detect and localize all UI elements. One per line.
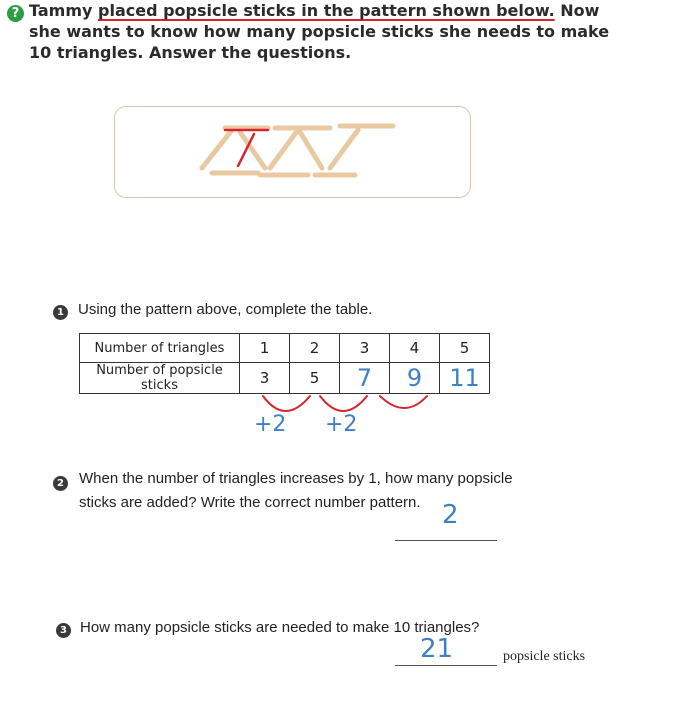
handwritten-answer: 9 — [406, 364, 423, 392]
problem-text-rest: Now she wants to know how many popsicle sticks she needs to make 10 triangles. Answer the questions. — [29, 1, 610, 62]
handwritten-answer: 7 — [356, 364, 373, 392]
table-cell[interactable] — [390, 363, 440, 394]
table-cell: 5 — [290, 363, 340, 394]
problem-text-lead: Tammy — [29, 1, 98, 20]
question-3-answer-line — [395, 665, 497, 666]
table-cell: 3 — [340, 334, 390, 363]
red-arc — [263, 396, 310, 411]
table-cell: 2 — [290, 334, 340, 363]
question-1-number: 1 — [53, 305, 68, 320]
row-label-triangles: Number of triangles — [80, 334, 240, 363]
pattern-table — [79, 333, 490, 394]
question-2-number: 2 — [53, 476, 68, 491]
difference-annotation: +2 — [254, 412, 287, 437]
stick — [202, 130, 232, 168]
table-cell: 4 — [390, 334, 440, 363]
table-cell: 3 — [240, 363, 290, 394]
red-arc — [380, 396, 427, 408]
problem-text-underlined: placed popsicle sticks in the pattern shown below. — [98, 1, 555, 20]
stick — [300, 132, 322, 168]
question-3-answer[interactable]: 21 — [420, 634, 454, 664]
question-1-text: Using the pattern above, complete the table. — [78, 301, 373, 318]
question-3-text: How many popsicle sticks are needed to make 10 triangles? — [80, 619, 480, 636]
table-cell: 1 — [240, 334, 290, 363]
stick — [330, 130, 358, 168]
table-cell[interactable] — [440, 363, 490, 394]
red-arc — [320, 396, 367, 411]
popsicle-stick-pattern — [180, 118, 410, 188]
question-2-answer-line — [395, 540, 497, 541]
table-cell[interactable] — [340, 363, 390, 394]
popsicle-stick-triangles-icon — [202, 126, 393, 175]
question-mark-icon: ? — [7, 5, 24, 22]
handwritten-answer: 11 — [449, 364, 480, 392]
question-2-text: When the number of triangles increases by 1, how many popsicle sticks are added? Write the correct number pattern. — [79, 470, 513, 511]
table-row-triangles — [80, 334, 490, 363]
row-label-sticks: Number of popsicle sticks — [80, 363, 240, 394]
stick — [270, 130, 298, 168]
problem-statement — [29, 0, 629, 63]
difference-annotation: +2 — [325, 412, 358, 437]
question-3-unit: popsicle sticks — [503, 649, 586, 664]
table-row-sticks — [80, 363, 490, 394]
question-3-number: 3 — [56, 623, 71, 638]
table-cell: 5 — [440, 334, 490, 363]
question-2-answer[interactable]: 2 — [442, 500, 459, 530]
